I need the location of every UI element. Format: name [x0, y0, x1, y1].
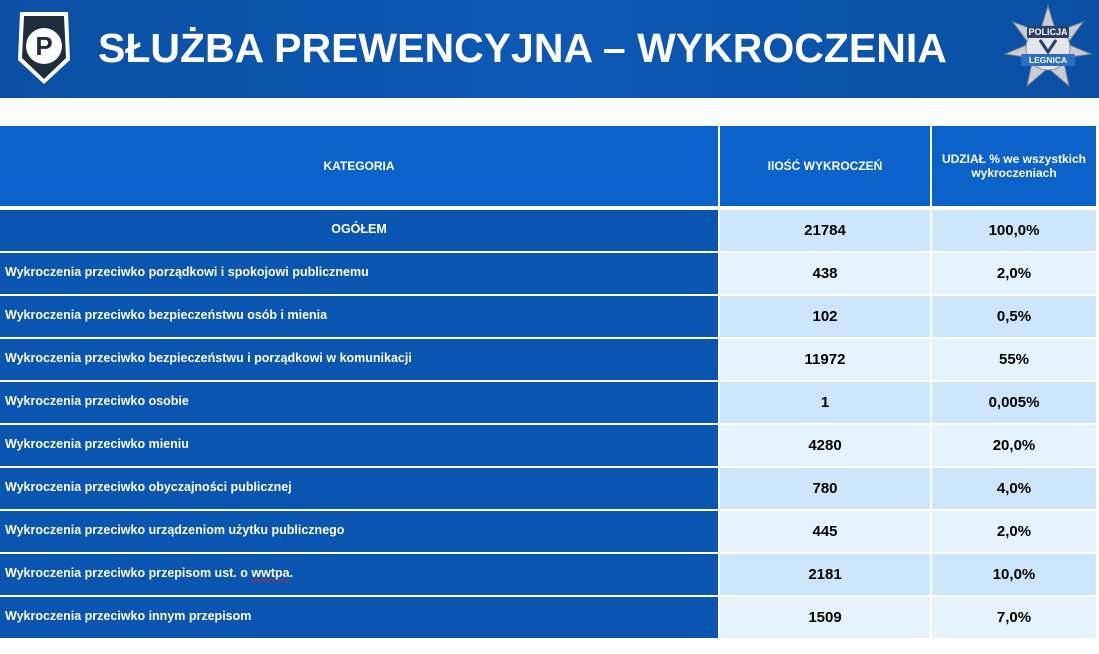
column-header-category: KATEGORIA	[0, 126, 719, 206]
column-header-share: UDZIAŁ % we wszystkich wykroczeniach	[931, 126, 1096, 206]
table-row	[0, 510, 1096, 553]
row-share: 20,0%	[931, 424, 1096, 467]
table-row	[0, 553, 1096, 596]
row-share: 4,0%	[931, 467, 1096, 510]
table-row	[0, 381, 1096, 424]
row-share: 7,0%	[931, 596, 1096, 639]
table-header-row	[0, 126, 1096, 206]
row-share: 2,0%	[931, 510, 1096, 553]
page-title: SŁUŻBA PREWENCYJNA – WYKROCZENIA	[98, 25, 947, 71]
prevention-p-logo-icon	[14, 8, 74, 88]
row-category: Wykroczenia przeciwko bezpieczeństwu osób i mienia	[0, 295, 719, 338]
row-category: Wykroczenia przeciwko mieniu	[0, 424, 719, 467]
row-count: 1	[719, 381, 931, 424]
table-row	[0, 252, 1096, 295]
row-share: 2,0%	[931, 252, 1096, 295]
spellcheck-underlined-abbreviation: wwtpa	[251, 566, 290, 580]
table-row	[0, 295, 1096, 338]
row-category-suffix: .	[289, 566, 294, 580]
offences-table	[0, 126, 1096, 640]
row-category: Wykroczenia przeciwko innym przepisom	[0, 596, 719, 639]
row-category: Wykroczenia przeciwko urządzeniom użytku publicznego	[0, 510, 719, 553]
row-share: 0,005%	[931, 381, 1096, 424]
table-row	[0, 467, 1096, 510]
table-row-total	[0, 210, 1096, 252]
row-count: 102	[719, 295, 931, 338]
table-row	[0, 338, 1096, 381]
row-count: 2181	[719, 553, 931, 596]
row-count: 1509	[719, 596, 931, 639]
row-category: Wykroczenia przeciwko obyczajności publicznej	[0, 467, 719, 510]
header-banner	[0, 0, 1099, 98]
row-category: Wykroczenia przeciwko osobie	[0, 381, 719, 424]
police-star-badge-icon	[1003, 4, 1093, 94]
row-category: Wykroczenia przeciwko porządkowi i spokojowi publicznemu	[0, 252, 719, 295]
row-category	[0, 553, 719, 596]
row-count: 21784	[719, 210, 931, 252]
row-category: Wykroczenia przeciwko bezpieczeństwu i porządkowi w komunikacji	[0, 338, 719, 381]
logo-letter: P	[35, 31, 53, 61]
column-header-count: IlOŚĆ WYKROCZEŃ	[719, 126, 931, 206]
badge-top-text: POLICJA	[1028, 27, 1068, 37]
row-share: 55%	[931, 338, 1096, 381]
row-share: 10,0%	[931, 553, 1096, 596]
table-row	[0, 424, 1096, 467]
row-share: 100,0%	[931, 210, 1096, 252]
table-row	[0, 596, 1096, 639]
badge-bottom-text: LEGNICA	[1028, 55, 1068, 65]
row-share: 0,5%	[931, 295, 1096, 338]
row-category-prefix: Wykroczenia przeciwko przepisom ust. o	[5, 566, 252, 580]
row-count: 438	[719, 252, 931, 295]
row-count: 445	[719, 510, 931, 553]
row-count: 4280	[719, 424, 931, 467]
row-count: 780	[719, 467, 931, 510]
row-category: OGÓŁEM	[0, 210, 719, 252]
row-count: 11972	[719, 338, 931, 381]
